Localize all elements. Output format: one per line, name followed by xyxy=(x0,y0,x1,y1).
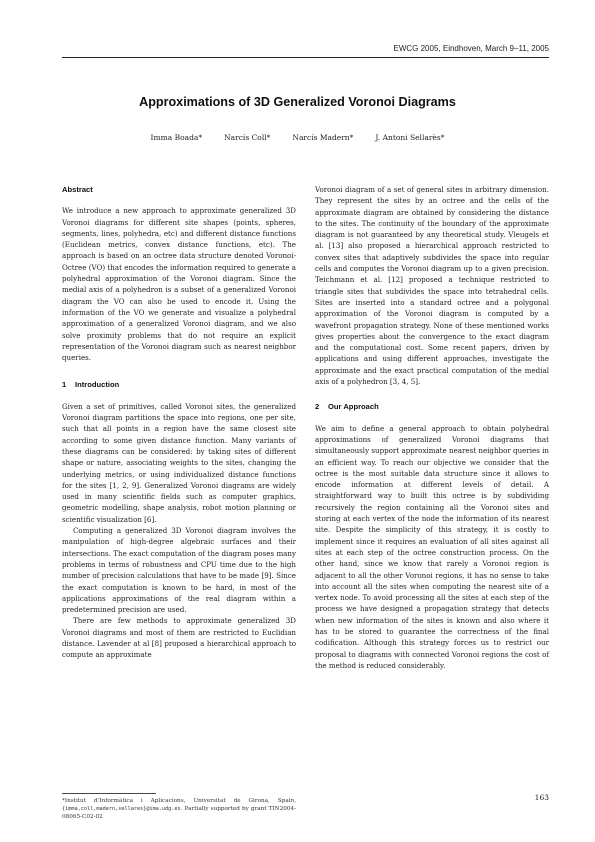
abstract-text: We introduce a new approach to approximate generalized 3D Voronoi diagrams for different site shapes (points, spheres, segments, lines, polyhedra, etc) and different distance functions (Euclidean metrics, convex distance functions, etc). The approach is based on an octree data structure denoted Voronoi-Octree (VO) that encodes the information required to generate a polyhedral approximation of the Voronoi diagram. Since the medial axis of a polyhedron is a subset of a generalized Voronoi diagram the VO can also be used to encode it. Using the information of the VO we generate and visualize a polyhedral approximation of a generalized Voronoi diagram, and we also solve proximity problems that do not require an explicit representation of the Voronoi diagram such as nearest neighbor queries. xyxy=(62,206,296,363)
footnote xyxy=(62,797,296,822)
author-list xyxy=(0,133,595,142)
abstract-heading: Abstract xyxy=(62,185,93,194)
section-number: 2 xyxy=(315,402,320,412)
section-heading-our-approach xyxy=(315,401,549,412)
footnote-funding: . Partially supported by grant TIN2004-08065-C02-02 xyxy=(62,806,296,821)
footnote-affiliation: *Institut d’Informàtica i Aplicacions, Universitat de Girona, Spain, xyxy=(62,798,296,804)
body-paragraph: Given a set of primitives, called Voronoi sites, the generalized Voronoi diagram partitions the space into regions, one per site, such that all points in a region have the same closest site according to some given distance function. Many variants of these diagrams can be considered: by taking sites of different shape or nature, associating weights to the sites, changing the underlying metrics, or using individualized distance functions for the sites [1, 2, 9]. Generalized Voronoi diagrams are widely used in many scientific fields such as computer graphics, geometric modelling, shape analysis, robot motion planning or scientific visualization [6]. xyxy=(62,401,296,524)
running-head: EWCG 2005, Eindhoven, March 9–11, 2005 xyxy=(393,44,549,53)
footnote-rule xyxy=(62,793,156,794)
left-column xyxy=(62,184,296,661)
section-title: Introduction xyxy=(75,380,120,390)
body-paragraph: We aim to define a general approach to obtain polyhedral approximations of generalized Voronoi diagrams that simultaneously support approximate nearest neighbor queries in an efficient way. To reach our objective we consider that the octree is the most suitable data structure since it allows to encode information at different levels of detail. A straightforward way to built this octree is by subdividing recursively the region containing all the Voronoi sites and storing at each vertex of the node the information of its nearest site. Despite the simplicity of this strategy, it is costly to implement since it requires an evaluation of all sites against all sites at each step of the octree construction process. On the other hand, since we know that rarely a Voronoi region is adjacent to all the other Voronoi regions, it has no sense to take into account all the sites when computing the nearest site of a vertex node. To avoid processing all the sites at each step of the process we have designed a propagation strategy that detects when new information of the sites is known and also where it has to be stored to guarantee the correctness of the final codification. Although this strategy forces us to restrict our proposal to diagrams with connected Voronoi regions the cost of the method is reduced considerably. xyxy=(315,423,549,670)
section-number: 1 xyxy=(62,380,67,390)
author-name: Narcís Coll* xyxy=(224,133,271,142)
page-number: 163 xyxy=(534,793,549,802)
header-rule xyxy=(62,57,549,58)
author-name: Imma Boada* xyxy=(150,133,203,142)
footnote-emails: {imma,coll,madern,sellares}@ima.udg.es xyxy=(62,806,181,813)
right-column xyxy=(315,184,549,671)
author-name: Narcís Madern* xyxy=(292,133,354,142)
body-paragraph: There are few methods to approximate generalized 3D Voronoi diagrams and most of them are restricted to Euclidian distance. Lavender at al [8] proposed a hierarchical approach to compute an approximate xyxy=(62,616,296,660)
section-heading-introduction xyxy=(62,379,296,390)
section-title: Our Approach xyxy=(328,402,379,412)
body-paragraph: Voronoi diagram of a set of general sites in arbitrary dimension. They represent the sites by an octree and the cells of the approximate diagram are obtained by considering the distance to the sites. The continuity of the boundary of the approximate diagram is not guaranteed by any theoretical study. Vleugels et al. [13] also proposed a hierarchical approach restricted to convex sites that adaptively subdivides the space into regular cells and computes the Voronoi diagram up to a given precision. Teichmann et al. [12] proposed a technique restricted to triangle sites that subdivides the space into tetrahedral cells. Sites are inserted into a standard octree and a polygonal approximation of the Voronoi diagram is computed by a wavefront propagation strategy. None of these mentioned works gives properties about the convergence to the exact diagram and the computational cost. Some recent papers, driven by applications and using different approaches, investigate the approximate and the exact practical computation of the medial axis of a polyhedron [3, 4, 5]. xyxy=(315,185,549,387)
paper-title: Approximations of 3D Generalized Voronoi Diagrams xyxy=(139,95,456,109)
body-paragraph: Computing a generalized 3D Voronoi diagram involves the manipulation of high-degree algebraic surfaces and their intersections. The exact computation of the diagram poses many problems in terms of robustness and CPU time due to the high number of precision calculations that have to be made [9]. Since the exact computation is known to be hard, in most of the applications approximations of the real diagram within a predetermined precision are used. xyxy=(62,526,296,615)
author-name: J. Antoni Sellarès* xyxy=(375,133,445,142)
